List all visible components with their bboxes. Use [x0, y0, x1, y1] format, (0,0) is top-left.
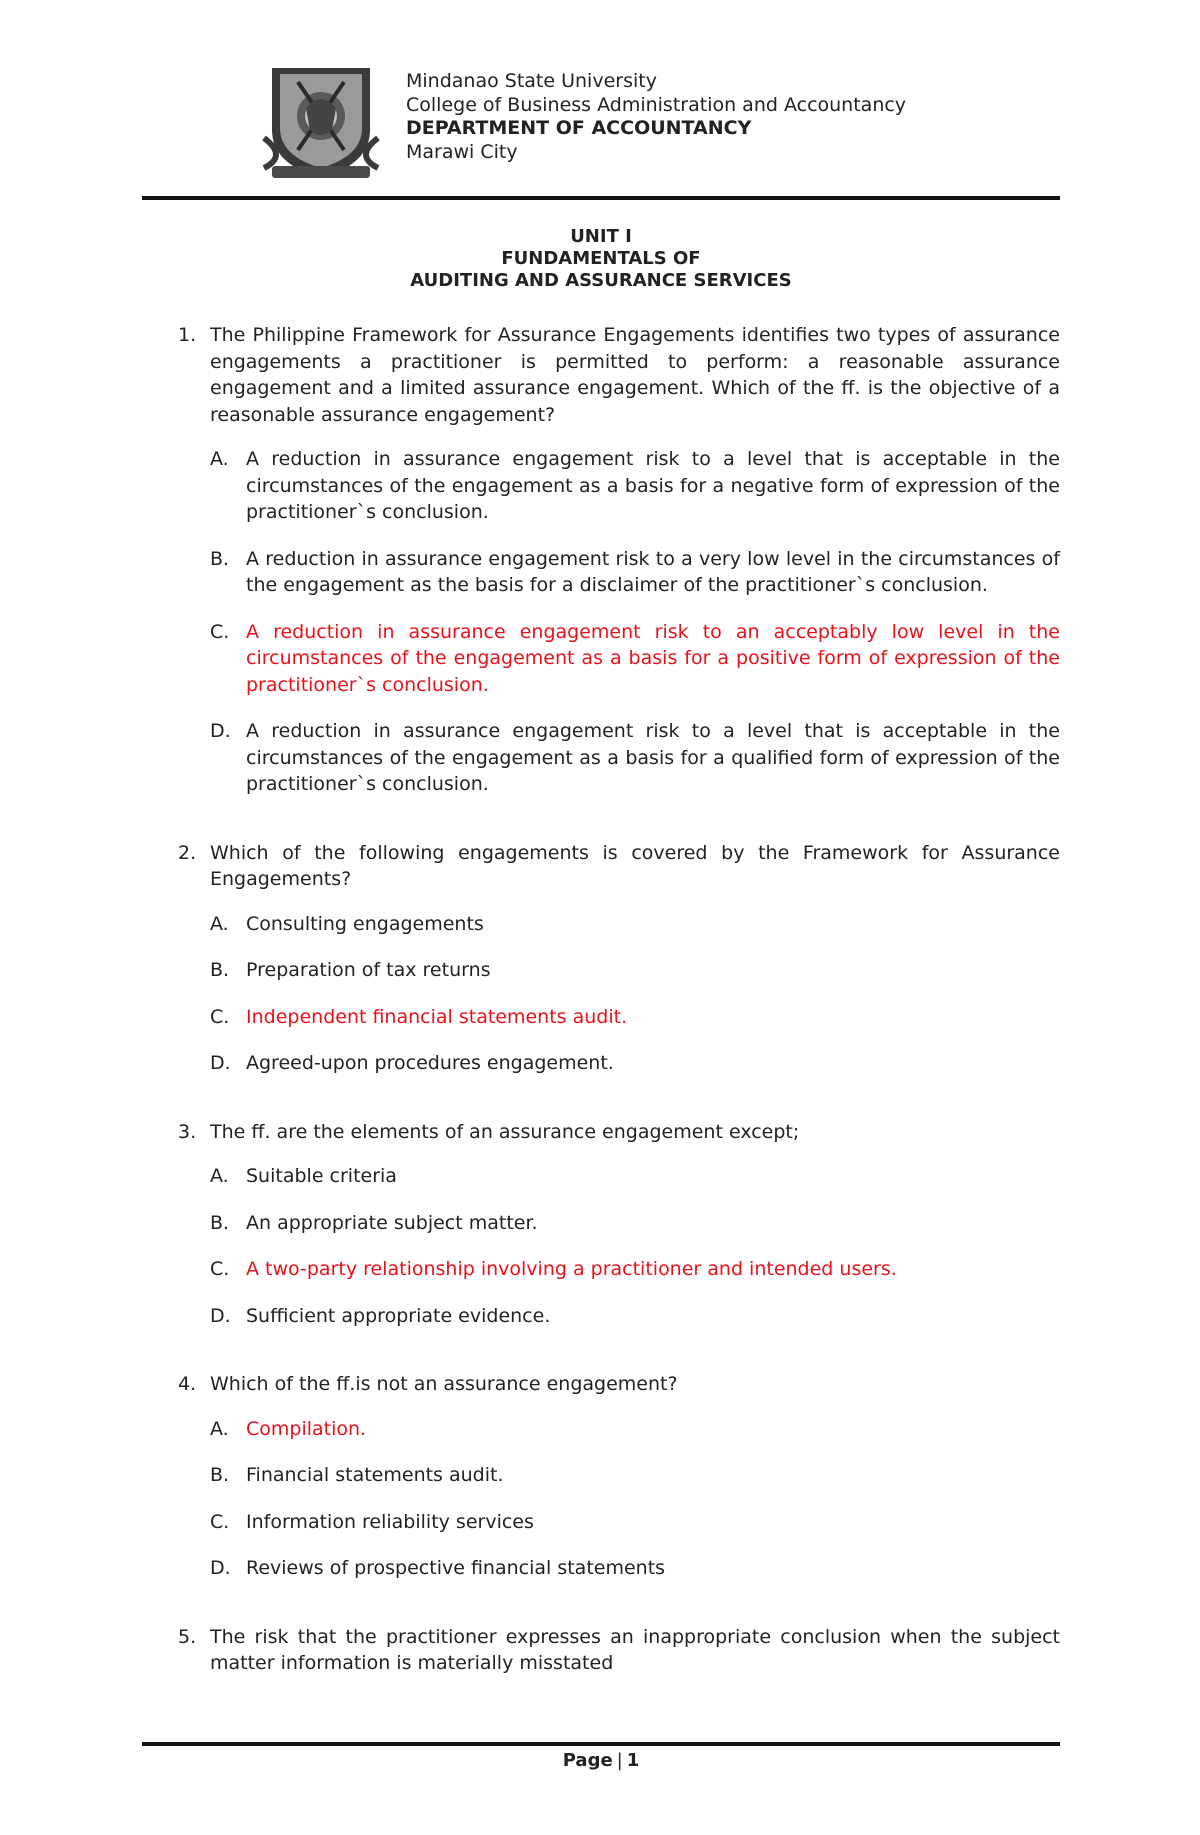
- option-a: [210, 911, 1060, 938]
- page-label: Page: [562, 1750, 613, 1771]
- question-2: [142, 840, 1060, 1077]
- option-b: [210, 546, 1060, 599]
- option-text: Preparation of tax returns: [246, 959, 491, 981]
- question-number: 1.: [178, 324, 197, 346]
- university-seal-logo: [258, 60, 384, 184]
- option-b: [210, 1210, 1060, 1237]
- question-4: [142, 1371, 1060, 1582]
- header-block: [406, 70, 906, 164]
- question-number: 2.: [178, 841, 197, 864]
- question-text: The risk that the practitioner expresses an inappropriate conclusion when the subject matter information is materially misstated: [210, 1625, 1060, 1674]
- option-a-answer: [210, 1416, 1060, 1443]
- option-list: [210, 1163, 1060, 1329]
- question-text: Which of the following engagements is covered by the Framework for Assurance Engagements?: [210, 841, 1060, 890]
- page-number: 1: [626, 1750, 640, 1771]
- option-letter: C.: [210, 1510, 230, 1533]
- title-line-2: FUNDAMENTALS OF: [501, 248, 701, 269]
- question-3: [142, 1119, 1060, 1330]
- title-line-1: UNIT I: [570, 226, 632, 247]
- question-number: 5.: [178, 1625, 197, 1648]
- option-a: [210, 446, 1060, 526]
- question-text: The Philippine Framework for Assurance Engagements identifies two types of assurance engagements a practitioner is permitted to perform: a reasonable assurance engagement and a limited assurance engagement. Which of the ff. is the objective of a reasonable assurance engagement?: [210, 324, 1060, 426]
- question-number: 3.: [178, 1120, 197, 1143]
- option-letter: C.: [210, 1258, 230, 1280]
- option-text: An appropriate subject matter.: [246, 1211, 538, 1234]
- page-footer: [142, 1750, 1060, 1771]
- option-list: [210, 446, 1060, 798]
- option-d: [210, 1303, 1060, 1330]
- option-a: [210, 1163, 1060, 1190]
- option-text: Sufficient appropriate evidence.: [246, 1304, 551, 1327]
- option-b: [210, 957, 1060, 984]
- question-list: [142, 322, 1060, 1677]
- option-text: Consulting engagements: [246, 912, 484, 935]
- option-d: [210, 1555, 1060, 1582]
- option-text: Agreed-upon procedures engagement.: [246, 1052, 614, 1074]
- option-text: Reviews of prospective financial statements: [246, 1557, 666, 1579]
- option-c-answer: [210, 1256, 1060, 1283]
- option-c-answer: [210, 619, 1060, 699]
- footer-divider: [142, 1742, 1060, 1746]
- option-letter: A.: [210, 1417, 229, 1440]
- option-text: Compilation.: [246, 1417, 367, 1440]
- option-letter: B.: [210, 547, 230, 570]
- option-letter: A.: [210, 912, 229, 935]
- option-letter: D.: [210, 1052, 231, 1074]
- option-c-answer: [210, 1004, 1060, 1031]
- college-name: College of Business Administration and Accountancy: [406, 93, 907, 116]
- option-letter: A.: [210, 448, 229, 470]
- option-d: [210, 1050, 1060, 1077]
- option-list: [210, 911, 1060, 1077]
- question-text: Which of the ff.is not an assurance engagement?: [210, 1373, 678, 1395]
- option-letter: B.: [210, 1464, 230, 1486]
- option-letter: D.: [210, 1304, 231, 1327]
- option-d: [210, 718, 1060, 798]
- document-title: [142, 226, 1060, 292]
- question-number: 4.: [178, 1373, 197, 1395]
- option-text: A reduction in assurance engagement risk to a level that is acceptable in the circumstances of the engagement as a basis for a negative form of expression of the practitioner`s conclusion.: [246, 448, 1060, 523]
- option-text: Independent financial statements audit.: [246, 1005, 628, 1028]
- page-separator: |: [616, 1750, 623, 1771]
- option-text: Financial statements audit.: [246, 1464, 504, 1486]
- city-name: Marawi City: [406, 140, 518, 163]
- title-line-3: AUDITING AND ASSURANCE SERVICES: [410, 270, 792, 291]
- header-divider: [142, 196, 1060, 200]
- question-1: [142, 322, 1060, 798]
- option-text: Information reliability services: [246, 1510, 534, 1533]
- option-letter: C.: [210, 1005, 230, 1028]
- option-text: A two-party relationship involving a practitioner and intended users.: [246, 1258, 897, 1280]
- option-text: A reduction in assurance engagement risk to a level that is acceptable in the circumstances of the engagement as a basis for a qualified form of expression of the practitioner`s conclusion.: [246, 720, 1060, 795]
- option-text: A reduction in assurance engagement risk to a very low level in the circumstances of the engagement as the basis for a disclaimer of the practitioner`s conclusion.: [246, 547, 1060, 596]
- option-b: [210, 1462, 1060, 1489]
- option-letter: D.: [210, 720, 231, 742]
- option-letter: B.: [210, 1211, 230, 1234]
- department-name: DEPARTMENT OF ACCOUNTANCY: [406, 117, 752, 139]
- option-letter: D.: [210, 1557, 231, 1579]
- option-text: Suitable criteria: [246, 1165, 397, 1187]
- option-c: [210, 1509, 1060, 1536]
- option-text: A reduction in assurance engagement risk to an acceptably low level in the circumstances of the engagement as a basis for a positive form of expression of the practitioner`s conclusion.: [246, 620, 1060, 696]
- option-letter: A.: [210, 1165, 229, 1187]
- option-list: [210, 1416, 1060, 1582]
- option-letter: C.: [210, 620, 230, 643]
- question-text: The ff. are the elements of an assurance engagement except;: [210, 1120, 800, 1143]
- university-name: Mindanao State University: [406, 70, 657, 92]
- option-letter: B.: [210, 959, 230, 981]
- question-5: [142, 1624, 1060, 1677]
